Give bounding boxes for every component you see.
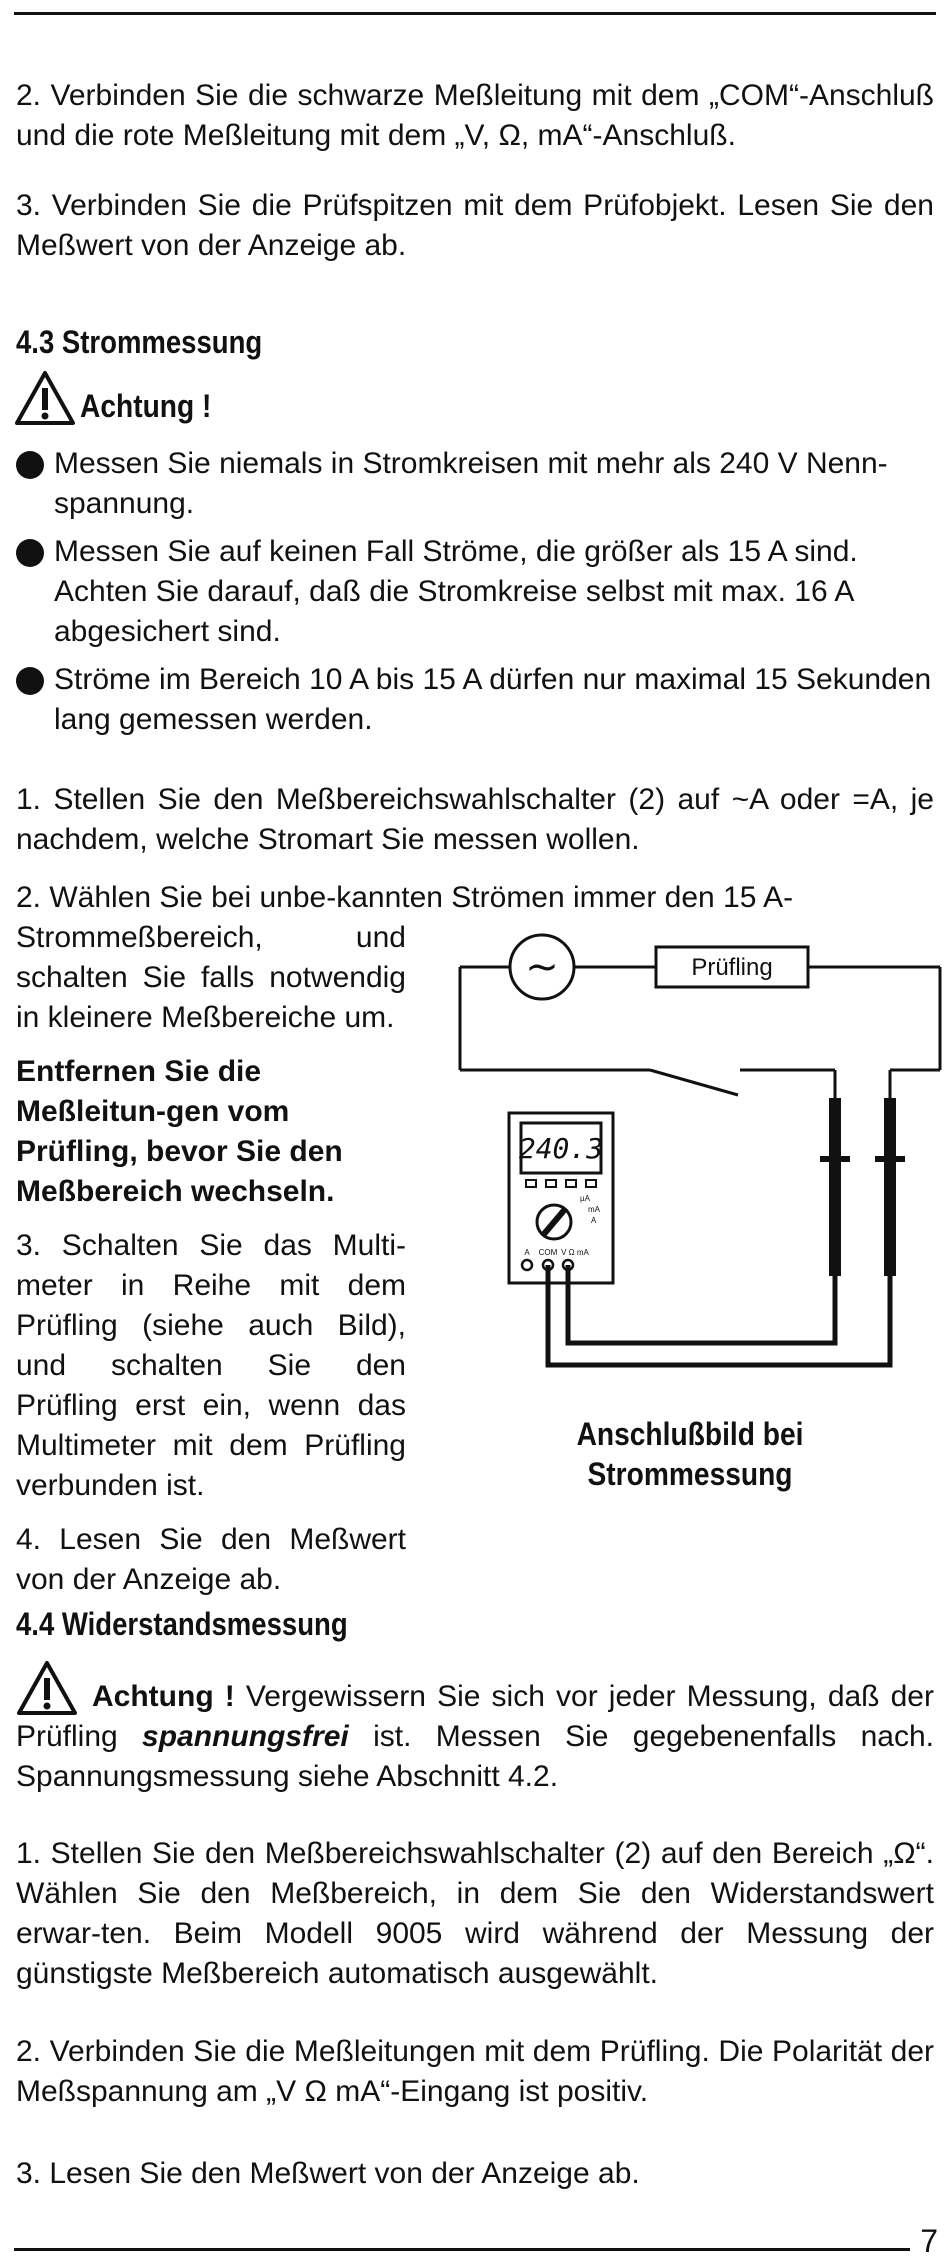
multimeter-button	[586, 1180, 596, 1187]
section-title-current-measurement: 4.3 Strommessung	[16, 324, 263, 360]
paragraph-read-value: 4. Lesen Sie den Meßwert von der Anzeige ab.	[16, 1523, 406, 1596]
paragraph-connect-resistance: 2. Verbinden Sie die Meßleitungen mit dem Prüfling. Die Polarität der Meßspannung am „V Ω mA“-Eingang ist positiv.	[16, 2035, 934, 2108]
warning-item: Messen Sie niemals in Stromkreisen mit mehr als 240 V Nenn-spannung.	[16, 444, 934, 524]
multimeter-button	[566, 1180, 576, 1187]
top-rule	[14, 12, 936, 15]
paragraph-unknown-current: 2. Wählen Sie bei unbe-kannten Strömen immer den 15 A-	[16, 881, 794, 914]
current-measurement-diagram	[450, 930, 950, 1380]
paragraph-resistance-attention	[16, 1660, 934, 1797]
paragraph-select-ohm-range: 1. Stellen Sie den Meßbereichswahlschalter (2) auf den Bereich „Ω“. Wählen Sie den Meßbereich, in dem Sie den Widerstandswert erwar-ten. Beim Modell 9005 wird während der Messung der günstigste Meßbereich automatisch ausgewählt.	[16, 1837, 934, 1990]
warning-item: Ströme im Bereich 10 A bis 15 A dürfen nur maximal 15 Sekunden lang gemessen werden.	[16, 660, 934, 740]
left-column-steps	[16, 918, 406, 1614]
paragraph-select-range: 1. Stellen Sie den Meßbereichswahlschalter (2) auf ~A oder =A, je nachdem, welche Stromart Sie messen wollen.	[16, 783, 934, 856]
jack-a-icon	[522, 1260, 532, 1270]
jack-label: COM	[538, 1248, 558, 1257]
jack-label: V Ω mA	[561, 1248, 589, 1257]
diagram-caption: Anschlußbild bei Strommessung	[576, 1416, 804, 1492]
scale-label: A	[591, 1216, 597, 1225]
bullet-icon	[16, 451, 44, 479]
warning-triangle-icon	[14, 370, 76, 426]
attention-emphasis: spannungsfrei	[142, 1720, 349, 1753]
attention-text: ist. Messen Sie gegebenenfalls nach. Spannungsmessung siehe Abschnitt 4.2.	[16, 1720, 934, 1793]
bottom-rule	[14, 2248, 910, 2251]
switch-contact	[650, 1070, 738, 1095]
multimeter-button	[526, 1180, 536, 1187]
bullet-icon	[16, 539, 44, 567]
probe-black	[884, 1098, 896, 1276]
warning-triangle-icon	[16, 1660, 78, 1716]
warning-list	[16, 444, 934, 748]
paragraph-remove-leads: Entfernen Sie die Meßleitun-gen vom Prüfling, bevor Sie den Meßbereich wechseln.	[16, 1055, 343, 1208]
paragraph-connect-leads: 2. Verbinden Sie die schwarze Meßleitung mit dem „COM“-Anschluß und die rote Meßleitung mit dem „V, Ω, mA“-Anschluß.	[16, 79, 934, 152]
jack-label: A	[524, 1248, 530, 1257]
paragraph-read-resistance: 3. Lesen Sie den Meßwert von der Anzeige ab.	[16, 2157, 640, 2190]
probe-red	[829, 1098, 841, 1276]
attention-row-current	[14, 370, 229, 426]
paragraph-series-connection: 3. Schalten Sie das Multi-meter in Reihe mit dem Prüfling (siehe auch Bild), und schalten Sie den Prüfling erst ein, wenn das Multimeter mit dem Prüfling verbunden ist.	[16, 1229, 406, 1502]
section-title-resistance-measurement: 4.4 Widerstandsmessung	[16, 1606, 348, 1642]
paragraph-connect-probes: 3. Verbinden Sie die Prüfspitzen mit dem Prüfobjekt. Lesen Sie den Meßwert von der Anzeige ab.	[16, 189, 934, 262]
attention-label: Achtung !	[92, 1680, 235, 1713]
multimeter-reading: 240.3	[518, 1132, 604, 1165]
warning-item: Messen Sie auf keinen Fall Ströme, die größer als 15 A sind. Achten Sie darauf, daß die Stromkreise selbst mit max. 16 A abgesichert sind.	[16, 532, 934, 652]
attention-label: Achtung !	[80, 388, 212, 424]
device-under-test-label: Prüfling	[691, 954, 773, 981]
page-number: 7	[920, 2223, 938, 2259]
multimeter-button	[546, 1180, 556, 1187]
attention-text: Vergewissern Sie sich vor jeder Messung, daß der Prüfling	[16, 1680, 934, 1753]
ac-source-symbol: ~	[525, 944, 559, 990]
bullet-icon	[16, 667, 44, 695]
paragraph-switch-range: Strommeßbereich, und schalten Sie falls notwendig in kleinere Meßbereiche um.	[16, 921, 406, 1034]
probe-guard	[875, 1156, 905, 1162]
probe-guard	[820, 1156, 850, 1162]
scale-label: µA	[580, 1194, 590, 1203]
scale-label: mA	[588, 1205, 600, 1214]
